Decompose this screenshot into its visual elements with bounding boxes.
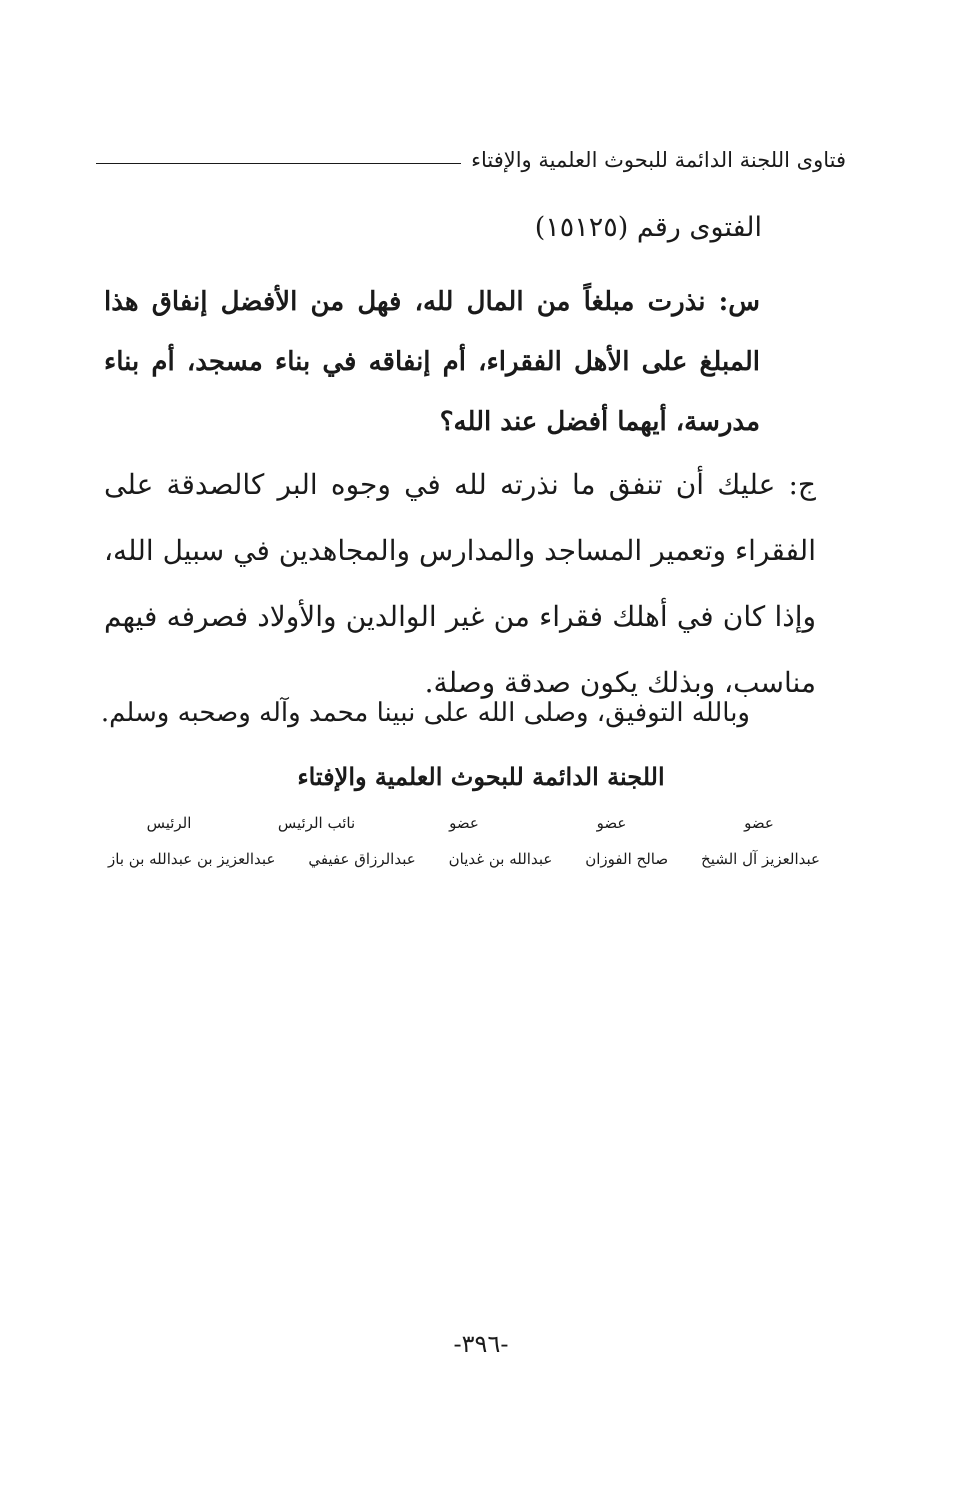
signatory-role: عضو (744, 814, 774, 832)
header-rule (96, 163, 461, 164)
signatory-role: عضو (596, 814, 627, 832)
header-title: فتاوى اللجنة الدائمة للبحوث العلمية والإفتاء (471, 148, 846, 172)
signatory-role: الرئيس (146, 814, 192, 832)
signatory-roles (104, 814, 824, 832)
signatory-names (104, 850, 824, 868)
signatory-role: عضو (449, 814, 479, 832)
question-paragraph: س: نذرت مبلغاً من المال لله، فهل من الأفضل إنفاق هذا المبلغ على الأهل الفقراء، أم إنفاقه في بناء مسجد، أم بناء مدرسة، أيهما أفضل عند الله؟ (104, 287, 760, 437)
signatory-name: عبدالله بن غديان (448, 850, 553, 868)
signatory-name: عبدالعزيز آل الشيخ (701, 850, 820, 868)
committee-name: اللجنة الدائمة للبحوث العلمية والإفتاء (297, 762, 665, 791)
signatory-role: نائب الرئيس (277, 814, 356, 832)
closing-line: وبالله التوفيق، وصلى الله على نبينا محمد وآله وصحبه وسلم. (100, 698, 750, 728)
signatory-name: عبدالعزيز بن عبدالله بن باز (108, 850, 276, 868)
signatory-name: صالح الفوزان (585, 850, 669, 868)
fatwa-number: الفتوى رقم (١٥١٢٥) (534, 212, 762, 243)
answer-paragraph: ج: عليك أن تنفق ما نذرته لله في وجوه البر كالصدقة على الفقراء وتعمير المساجد والمدارس والمجاهدين في سبيل الله، وإذا كان في أهلك فقراء من غير الوالدين والأولاد فصرفه فيهم مناسب، وبذلك يكون صدقة وصلة. (104, 468, 816, 699)
page-number: -٣٩٦- (453, 1330, 509, 1358)
signatory-name: عبدالرزاق عفيفي (308, 850, 416, 868)
running-header (96, 140, 846, 180)
